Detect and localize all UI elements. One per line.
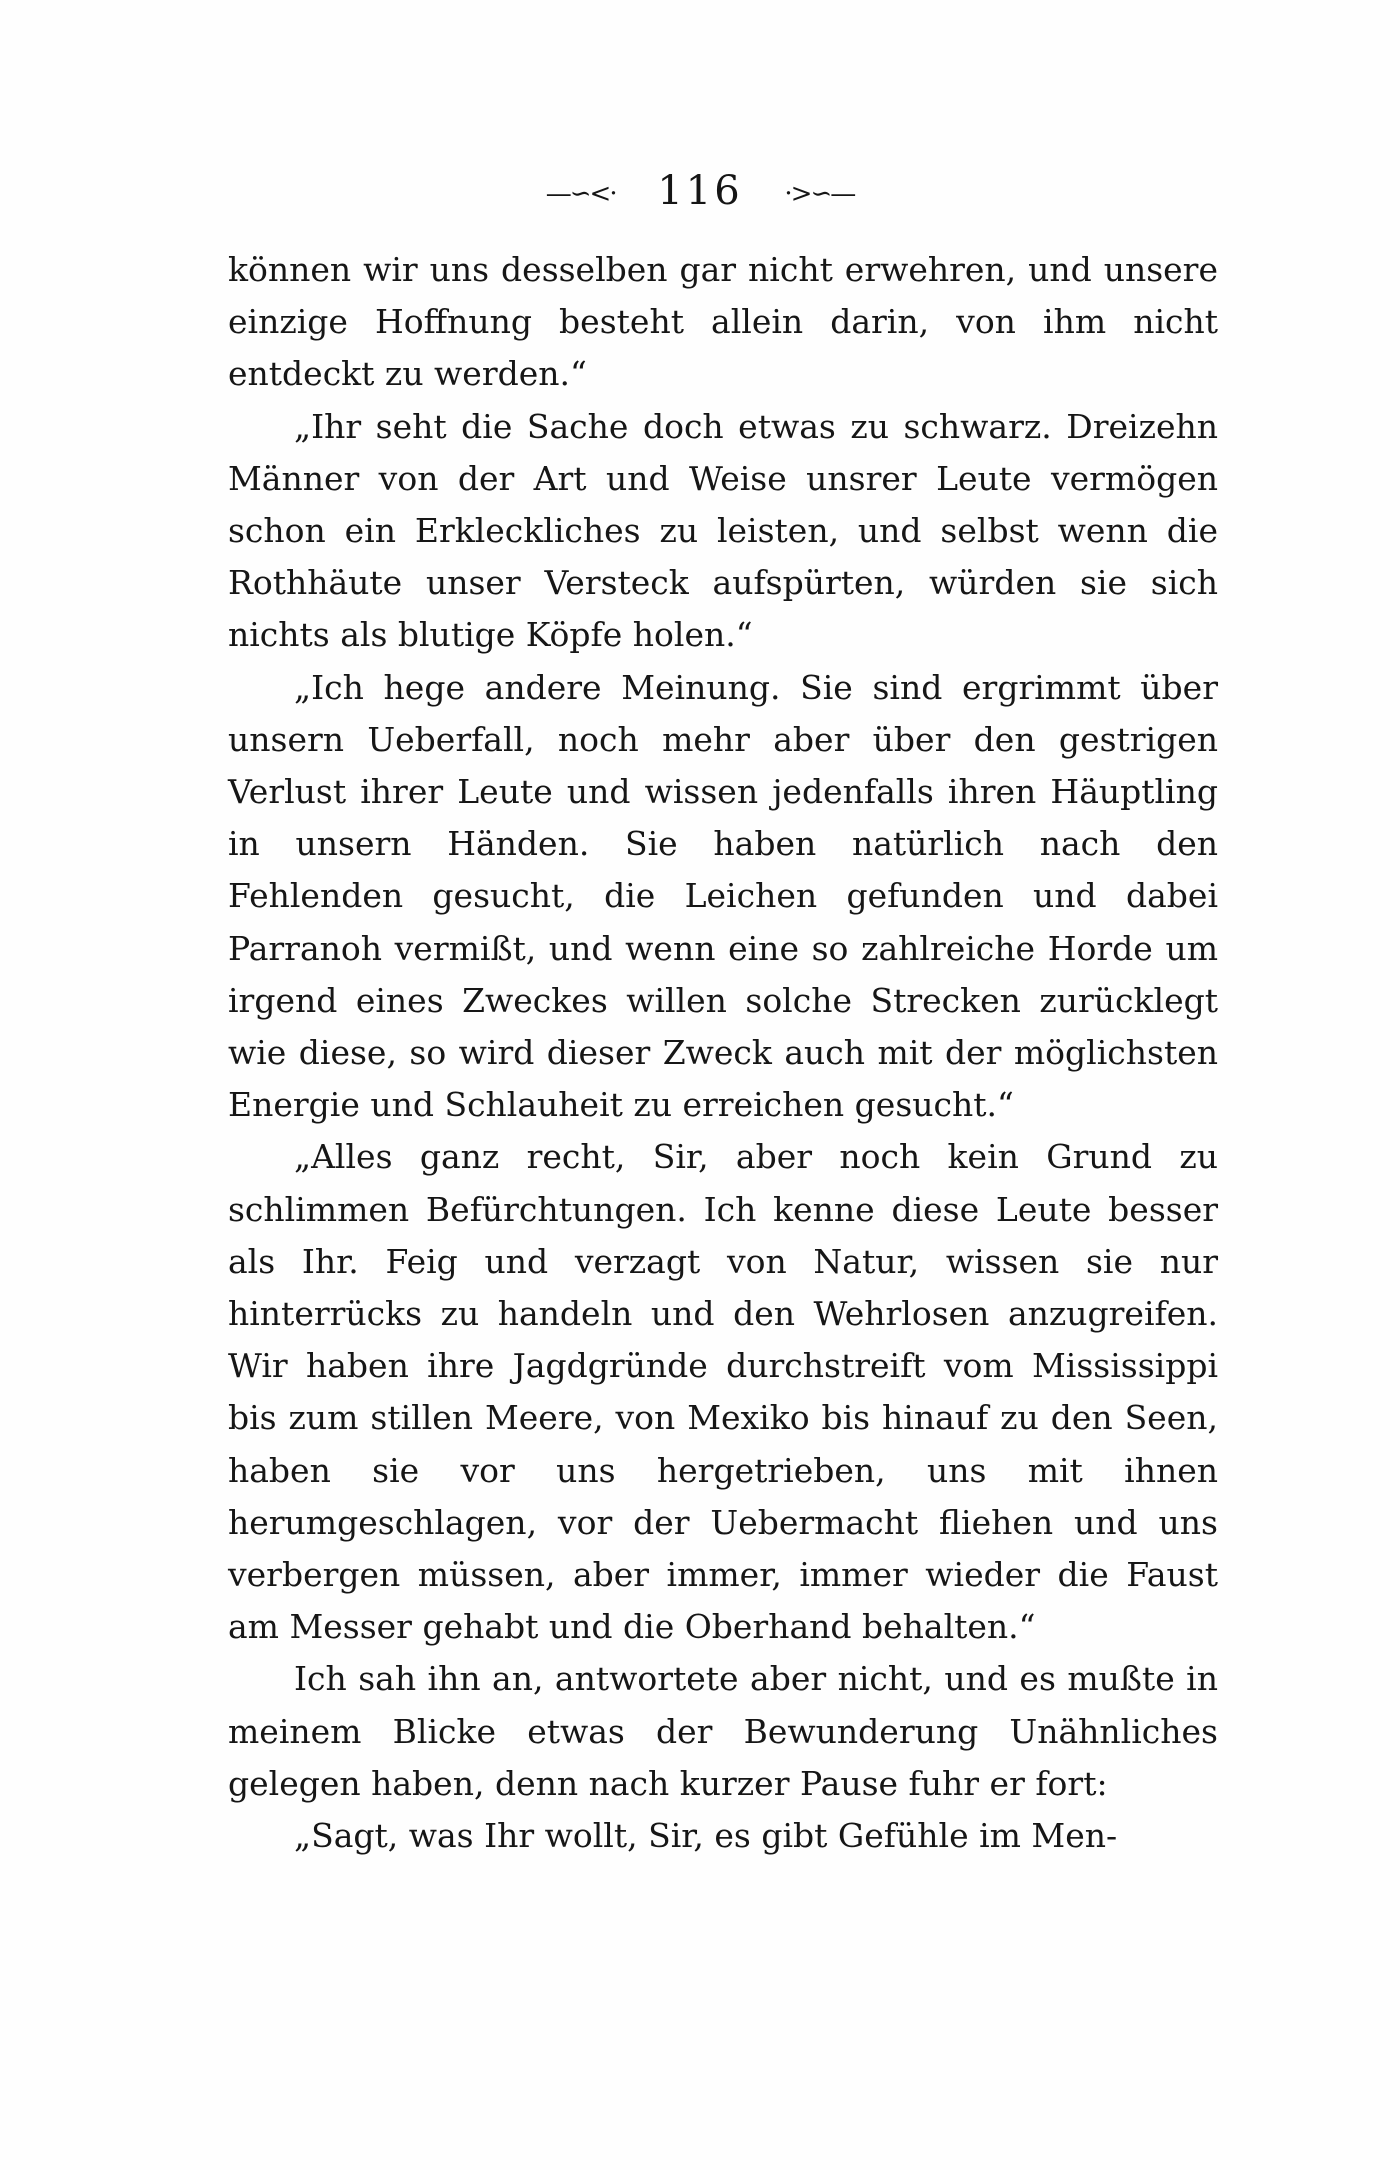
- paragraph: können wir uns desselben gar nicht erwehren, und unsere einzige Hoffnung besteht allein darin, von ihm nicht entdeckt zu werden.“: [228, 250, 1218, 394]
- paragraph: „Ich hege andere Meinung. Sie sind ergrimmt über unsern Ueberfall, noch mehr aber über den gestrigen Verlust ihrer Leute und wissen jedenfalls ihren Häuptling in unsern Händen. Sie haben natürlich nach den Fehlenden gesucht, die Leichen gefunden und dabei Parranoh vermißt, und wenn eine so zahlreiche Horde um irgend eines Zweckes willen solche Strecken zurücklegt wie diese, so wird dieser Zweck auch mit der möglichsten Energie und Schlauheit zu erreichen gesucht.“: [228, 667, 1218, 1125]
- page-number: 116: [657, 168, 743, 214]
- body-text: [228, 244, 1218, 1862]
- page-header: [0, 168, 1400, 214]
- paragraph: „Sagt, was Ihr wollt, Sir, es gibt Gefühle im Men-: [294, 1816, 1118, 1856]
- paragraph: „Alles ganz recht, Sir, aber noch kein Grund zu schlimmen Befürchtungen. Ich kenne diese Leute besser als Ihr. Feig und verzagt von Natur, wissen sie nur hinterrücks zu handeln und den Wehrlosen anzugreifen. Wir haben ihre Jagdgründe durchstreift vom Mississippi bis zum stillen Meere, von Mexiko bis hinauf zu den Seen, haben sie vor uns hergetrieben, uns mit ihnen herumgeschlagen, vor der Uebermacht fliehen und uns verbergen müssen, aber immer, immer wieder die Faust am Messer gehabt und die Oberhand behalten.“: [228, 1137, 1218, 1647]
- paragraph: „Ihr seht die Sache doch etwas zu schwarz. Dreizehn Männer von der Art und Weise unsrer Leute vermögen schon ein Erkleckliches zu leisten, und selbst wenn die Rothhäute unser Versteck aufspürten, würden sie sich nichts als blutige Köpfe holen.“: [228, 406, 1218, 655]
- ornament-left-icon: —∽<·: [545, 179, 616, 209]
- ornament-right-icon: ·>∽—: [784, 179, 855, 209]
- paragraph: Ich sah ihn an, antwortete aber nicht, und es mußte in meinem Blicke etwas der Bewunderung Unähnliches gelegen haben, denn nach kurzer Pause fuhr er fort:: [228, 1659, 1218, 1803]
